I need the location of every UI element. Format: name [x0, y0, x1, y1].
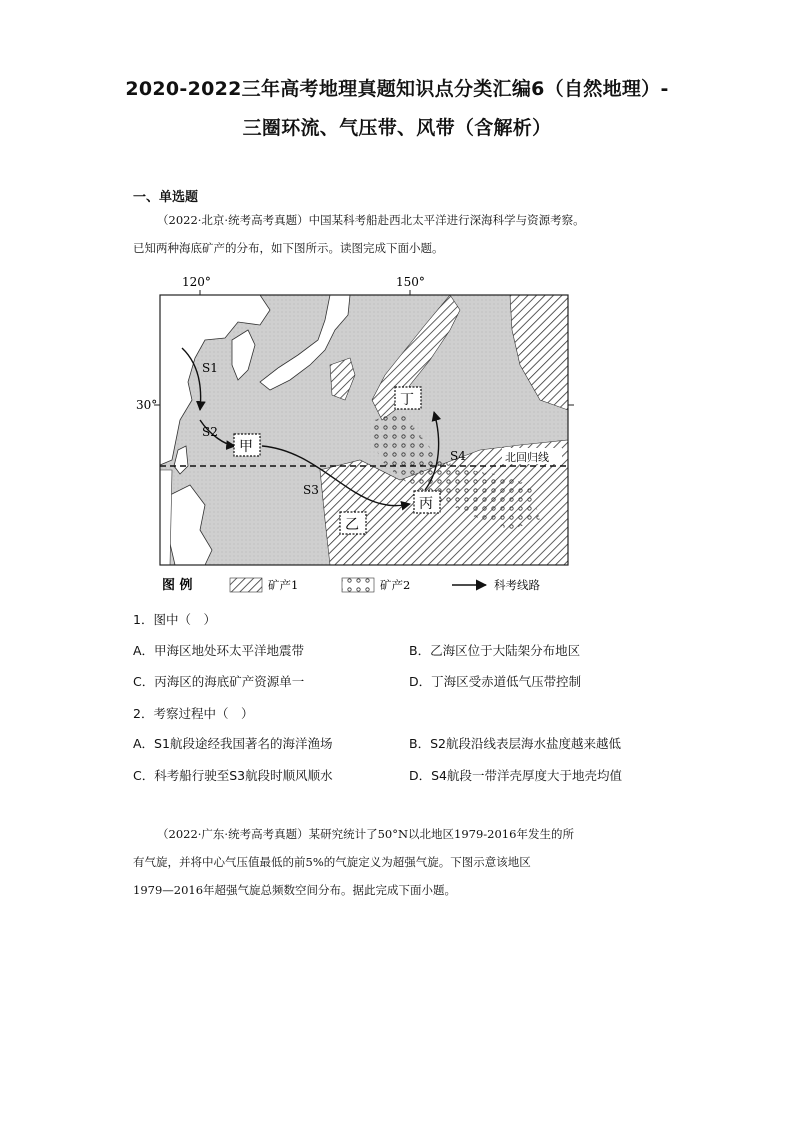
q2-option-d: D．S4航段一带洋壳厚度大于地壳均值 — [409, 768, 623, 783]
q2-stem: 2．考察过程中（ ） — [133, 706, 254, 721]
legend-mineral1-label: 矿产1 — [268, 578, 299, 592]
intro-paragraph-2 — [133, 820, 693, 904]
legend-mineral2-swatch — [342, 578, 374, 592]
route-s4-label: S4 — [450, 449, 466, 463]
lat-30-label: 30° — [136, 398, 158, 412]
sea-area-jia: 甲 — [239, 439, 253, 455]
q1-option-b: B．乙海区位于大陆架分布地区 — [409, 643, 581, 658]
q1-option-d: D．丁海区受赤道低气压带控制 — [409, 674, 582, 689]
q1-stem: 1．图中（ ） — [133, 612, 216, 627]
legend-mineral1-swatch — [230, 578, 262, 592]
legend-title: 图 例 — [162, 578, 193, 593]
q1-option-a: A．甲海区地处环太平洋地震带 — [133, 643, 305, 658]
section-heading: 一、单选题 — [133, 190, 199, 205]
sea-area-ding: 丁 — [400, 392, 414, 408]
route-s2-label: S2 — [202, 425, 218, 439]
intro-paragraph-1 — [133, 206, 678, 262]
q2-option-c: C．科考船行驶至S3航段时顺风顺水 — [133, 768, 333, 783]
doc-title-line2: 三圈环流、气压带、风带（含解析） — [242, 117, 552, 139]
sea-area-bing: 丙 — [419, 496, 433, 512]
intro2-line3: 1979—2016年超强气旋总频数空间分布。据此完成下面小题。 — [133, 883, 457, 897]
intro2-line1: （2022·广东·统考高考真题）某研究统计了50°N以北地区1979-2016年发生的所 — [157, 827, 574, 841]
doc-title-line1: 2020-2022三年高考地理真题知识点分类汇编6（自然地理）- — [125, 78, 669, 100]
q2-option-a: A．S1航段途经我国著名的海洋渔场 — [133, 736, 333, 751]
intro1-line1: （2022·北京·统考高考真题）中国某科考船赴西北太平洋进行深海科学与资源考察。 — [157, 213, 585, 227]
tropic-label: 北回归线 — [505, 451, 549, 464]
intro1-line2: 已知两种海底矿产的分布，如下图所示。读图完成下面小题。 — [133, 241, 444, 255]
route-s3-label: S3 — [303, 483, 319, 497]
intro2-line2: 有气旋，并将中心气压值最低的前5%的气旋定义为超强气旋。下图示意该地区 — [133, 855, 531, 869]
q1-option-c: C．丙海区的海底矿产资源单一 — [133, 674, 305, 689]
lon-120-label: 120° — [182, 275, 211, 289]
sea-area-yi: 乙 — [345, 517, 359, 533]
q2-option-b: B．S2航段沿线表层海水盐度越来越低 — [409, 736, 621, 751]
ocean-map-figure — [120, 270, 590, 600]
lon-150-label: 150° — [396, 275, 425, 289]
legend-mineral2-label: 矿产2 — [380, 578, 411, 592]
legend-route-label: 科考线路 — [494, 578, 540, 592]
route-s1-label: S1 — [202, 361, 218, 375]
indochina-edge — [160, 470, 172, 565]
